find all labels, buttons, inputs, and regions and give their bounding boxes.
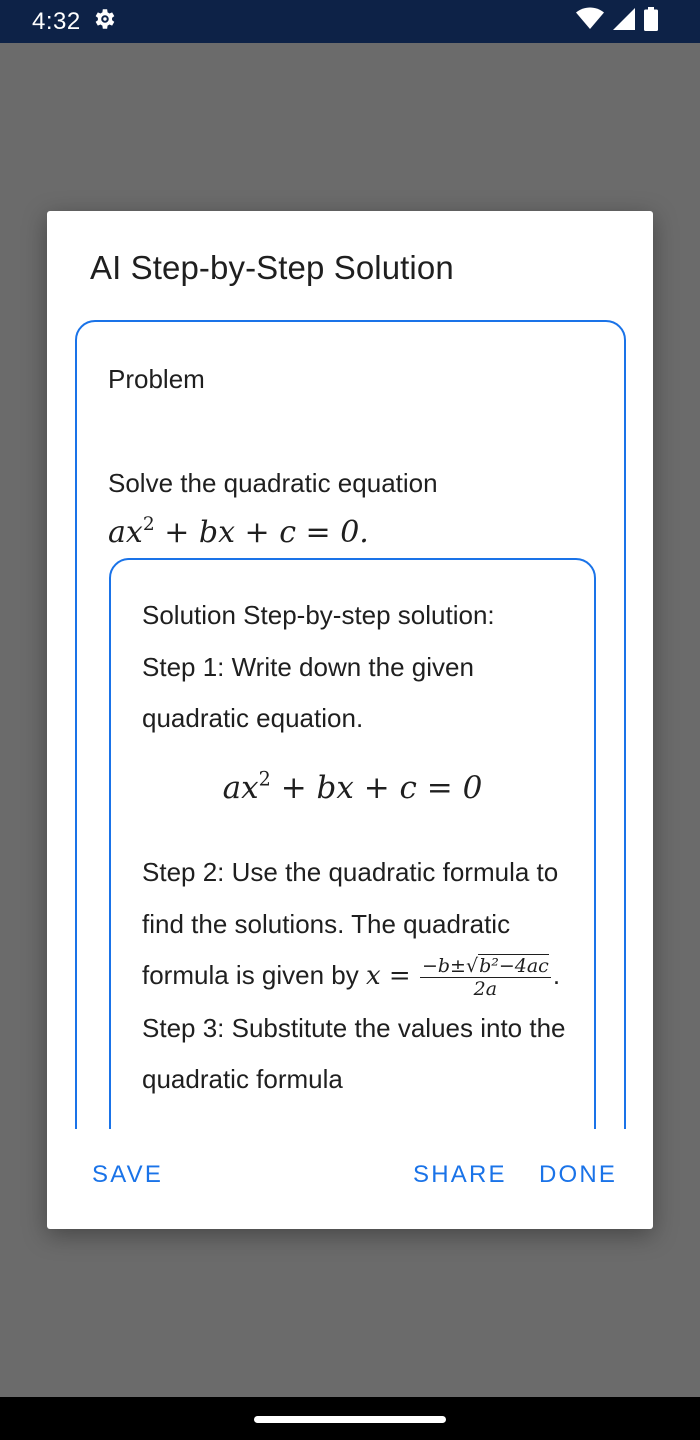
- dialog-title: AI Step-by-Step Solution: [90, 249, 454, 286]
- problem-label: Problem: [108, 364, 205, 394]
- wifi-icon: [576, 7, 604, 36]
- step1-text: Step 1: Write down the given quadratic equation.: [142, 651, 474, 733]
- quadratic-formula-fraction: $\frac{\text{−b±√b²−4ac}}{2a}$: [421, 954, 549, 1000]
- home-handle[interactable]: [254, 1416, 446, 1423]
- solution-dialog: [47, 211, 653, 1229]
- solution-card: [109, 558, 596, 1129]
- solution-step1-text: [142, 590, 582, 745]
- save-button[interactable]: SAVE: [92, 1161, 164, 1188]
- done-button[interactable]: DONE: [539, 1161, 618, 1188]
- dialog-actions: [47, 1161, 653, 1201]
- solution-heading: Solution Step-by-step solution:: [142, 600, 495, 630]
- share-button[interactable]: SHARE: [413, 1161, 507, 1188]
- dialog-content-scroll[interactable]: [75, 320, 626, 1129]
- step3-text: . Step 3: Substitute the values into the quadratic formula: [142, 960, 566, 1094]
- status-time: 4:32: [32, 7, 81, 35]
- step2-text: Step 2: Use the quadratic formula to find the solutions. The quadratic formula is given by: [142, 857, 559, 990]
- step1-equation: $ax^2$ + bx + c = 0: [222, 767, 483, 806]
- problem-equation: $ax^2$ + bx + c = 0.: [108, 513, 369, 550]
- solution-step2-text: [142, 847, 582, 1106]
- signal-icon: [612, 7, 636, 36]
- battery-icon: [644, 7, 658, 36]
- status-bar: [0, 0, 700, 43]
- gear-icon: [91, 6, 117, 37]
- formula-x: x =: [366, 961, 411, 991]
- navigation-bar: [0, 1397, 700, 1440]
- problem-card: [75, 320, 626, 1129]
- problem-text: Solve the quadratic equation: [108, 468, 438, 498]
